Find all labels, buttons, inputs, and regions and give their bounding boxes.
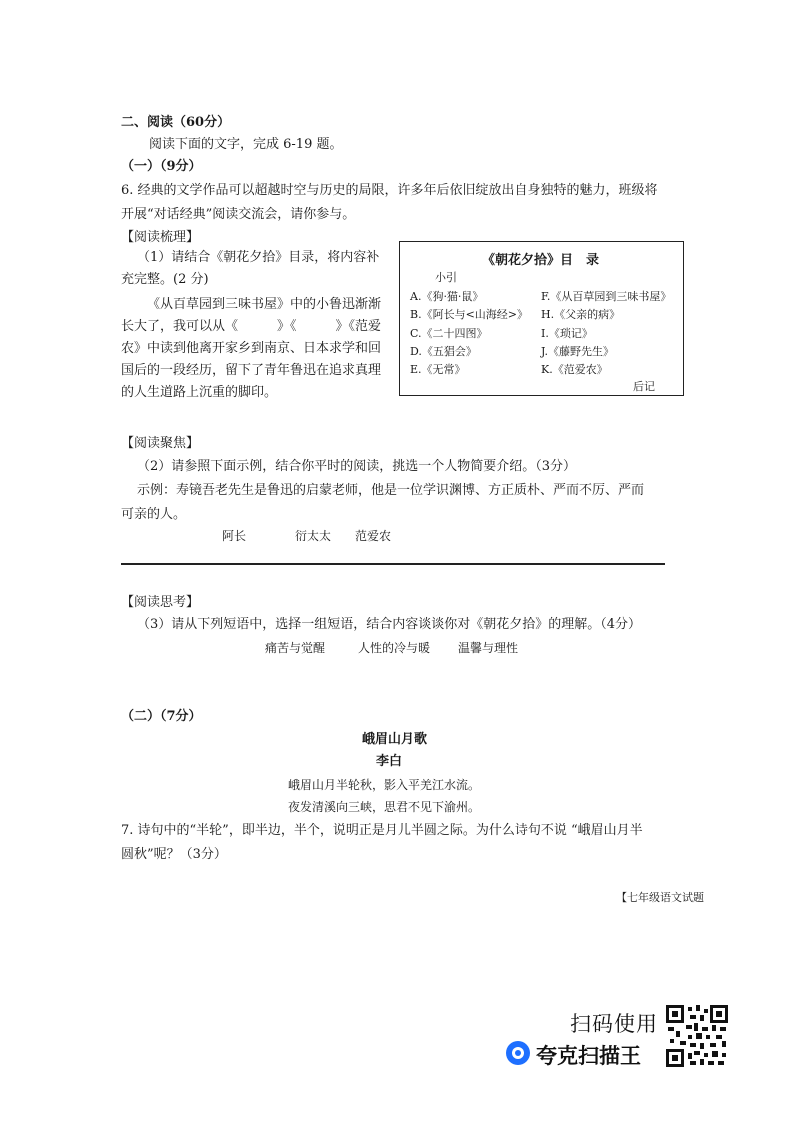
- sub1-question: （1）请结合《朝花夕拾》目录，将内容补充完整。(2 分): [121, 250, 380, 287]
- q7-line2: 圆秋”呢？（3分）: [121, 847, 227, 862]
- poem-line1: 峨眉山月半轮秋，影入平羌江水流。: [288, 778, 481, 792]
- phrase-option: 人性的冷与暖: [358, 641, 431, 655]
- toc-item-d: D.《五猖会》: [410, 345, 477, 358]
- sub2-question: （2）请参照下面示例，结合你平时的阅读，挑选一个人物简要介绍。（3分）: [137, 459, 577, 474]
- sub1-paragraph: 《从百草园到三味书屋》中的小鲁迅渐渐长大了，我可以从《 》《 》《范爱农》中读到他离开家乡到南京、日本求学和回国后的一段经历，留下了青年鲁迅在追求真理的人生道路上沉重的脚印。: [121, 297, 382, 400]
- toc-item-c: C.《二十四图》: [410, 327, 488, 340]
- answer-line: [121, 563, 665, 565]
- sub2-example-line2: 可亲的人。: [121, 507, 187, 522]
- toc-item-a: A.《狗·猫·鼠》: [410, 290, 484, 303]
- scan-label: 扫码使用: [570, 1012, 658, 1036]
- character-option: 阿长: [222, 529, 247, 543]
- phrase-option: 痛苦与觉醒: [265, 641, 326, 655]
- poem-line2: 夜发清溪向三峡，思君不见下渝州。: [288, 800, 481, 814]
- q6-line2: 开展“对话经典”阅读交流会，请你参与。: [121, 207, 356, 222]
- toc-title: 《朝花夕拾》目 录: [482, 253, 600, 268]
- toc-item-j: J.《藤野先生》: [541, 345, 615, 358]
- quark-logo-icon: [506, 1041, 530, 1065]
- poem-author: 李白: [376, 754, 403, 769]
- toc-item-e: E.《无常》: [410, 363, 466, 376]
- part1-label: （一）（9分）: [121, 159, 202, 174]
- sub2-example-line1: 示例：寿镜吾老先生是鲁迅的启蒙老师，他是一位学识渊博、方正质朴、严而不厉、严而: [137, 483, 645, 498]
- q6-line1: 6. 经典的文学作品可以超越时空与历史的局限，许多年后依旧绽放出自身独特的魅力，班级将: [121, 183, 658, 198]
- character-option: 范爱农: [355, 529, 392, 543]
- scanner-brand: 夸克扫描王: [536, 1044, 641, 1068]
- section-instruction: 阅读下面的文字，完成 6-19 题。: [149, 137, 343, 152]
- reading-focus-title: 【阅读聚焦】: [121, 436, 200, 451]
- section-heading: 二、阅读（60分）: [121, 115, 231, 130]
- toc-postscript: 后记: [633, 380, 655, 393]
- toc-item-h: H.《父亲的病》: [541, 308, 621, 321]
- q7-line1: 7. 诗句中的“半轮”，即半边，半个，说明正是月儿半圆之际。为什么诗句不说 “峨眉山月半: [121, 823, 643, 838]
- qr-code-icon[interactable]: [666, 1005, 728, 1067]
- reading-sorting-title: 【阅读梳理】: [121, 230, 200, 245]
- toc-preface: 小引: [435, 271, 457, 284]
- character-option: 衍太太: [295, 529, 332, 543]
- page-label: 【七年级语文试题: [616, 891, 704, 904]
- part2-label: （二）（7分）: [121, 709, 202, 724]
- toc-item-i: I.《琐记》: [541, 327, 593, 340]
- phrase-option: 温馨与理性: [458, 641, 519, 655]
- toc-box: [399, 241, 684, 396]
- sub3-question: （3）请从下列短语中，选择一组短语，结合内容谈谈你对《朝花夕拾》的理解。（4分）: [137, 617, 642, 632]
- toc-item-k: K.《范爱农》: [541, 363, 608, 376]
- poem-title: 峨眉山月歌: [362, 732, 428, 747]
- toc-item-b: B.《阿长与<山海经>》: [410, 308, 529, 321]
- toc-item-f: F.《从百草园到三味书屋》: [541, 290, 672, 303]
- reading-reflection-title: 【阅读思考】: [121, 595, 200, 610]
